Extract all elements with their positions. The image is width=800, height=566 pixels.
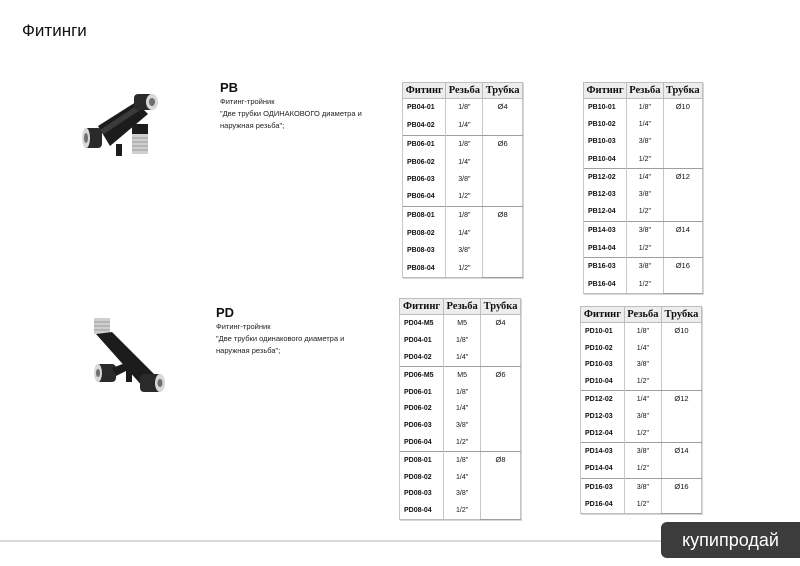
thread-size-cell: 3/8" [624,478,661,496]
table-row [581,391,702,409]
pd-spec-table-2 [580,306,702,514]
fitting-model-cell: PB14-03 [584,221,627,239]
pb-fitting-left-port [82,128,102,148]
thread-size-cell: 3/8" [624,443,661,461]
header-thread: Резьба [446,83,483,99]
table-row [403,135,523,153]
thread-size-cell: 3/8" [627,257,663,275]
thread-size-cell: M5 [444,315,481,333]
fitting-model-cell: PD08-01 [400,451,444,469]
thread-size-cell: M5 [444,366,481,384]
fitting-model-cell: PB10-01 [584,99,627,117]
fitting-model-cell: PB08-02 [403,225,446,242]
thread-size-cell: 3/8" [627,221,663,239]
thread-size-cell: 1/2" [624,373,661,391]
table-row [400,315,521,333]
tube-diameter-cell: Ø14 [661,443,701,478]
fitting-model-cell: PB06-03 [403,171,446,188]
fitting-model-cell: PD04-02 [400,349,444,367]
thread-size-cell: 1/8" [446,135,483,153]
fitting-model-cell: PD12-03 [581,409,625,426]
tube-diameter-cell: Ø16 [663,257,702,293]
fitting-model-cell: PD04-01 [400,332,444,348]
tube-diameter-cell: Ø6 [483,135,523,206]
tube-diameter-cell: Ø4 [481,315,521,367]
table-row [584,168,703,186]
table-row [581,478,702,496]
pd-desc-line-3: наружная резьба"; [216,346,281,355]
table-header-row [581,307,702,323]
thread-size-cell: 1/4" [446,225,483,242]
fitting-model-cell: PD08-03 [400,485,444,501]
pb-tee-fitting-image [78,88,178,168]
table-row [584,99,703,117]
fitting-model-cell: PD08-04 [400,502,444,520]
fitting-model-cell: PB08-01 [403,206,446,224]
tube-diameter-cell: Ø8 [483,206,523,277]
tube-diameter-cell: Ø10 [663,99,702,169]
thread-size-cell: 3/8" [627,133,663,150]
tube-diameter-cell: Ø12 [661,391,701,443]
tube-diameter-cell: Ø16 [661,478,701,513]
fitting-model-cell: PB16-03 [584,257,627,275]
table-row [403,206,523,224]
tube-diameter-cell: Ø10 [661,323,701,391]
thread-size-cell: 1/8" [627,99,663,117]
table-header-row [403,83,523,99]
pd-spec-table-1 [399,298,521,520]
fitting-model-cell: PD06-M5 [400,366,444,384]
thread-size-cell: 3/8" [446,242,483,259]
thread-size-cell: 3/8" [627,186,663,203]
header-fitting: Фитинг [581,307,625,323]
fitting-model-cell: PB14-04 [584,239,627,257]
fitting-model-cell: PB08-04 [403,259,446,278]
fitting-model-cell: PD06-01 [400,384,444,400]
fitting-model-cell: PD12-04 [581,425,625,443]
header-tube: Трубка [481,299,521,315]
thread-size-cell: 1/4" [444,469,481,485]
header-tube: Трубка [483,83,523,99]
thread-size-cell: 1/4" [624,340,661,357]
pb-desc-line-3: наружная резьба"; [220,121,285,130]
header-thread: Резьба [624,307,661,323]
fitting-model-cell: PD10-02 [581,340,625,357]
pb-fitting-thread [132,124,148,154]
thread-size-cell: 3/8" [624,409,661,426]
thread-size-cell: 1/2" [624,425,661,443]
pb-series-code: PB [220,80,239,95]
fitting-model-cell: PB12-04 [584,203,627,221]
pd-fitting-right-port [140,374,165,392]
thread-size-cell: 1/2" [444,502,481,520]
thread-size-cell: 1/8" [444,384,481,400]
thread-size-cell: 1/8" [444,451,481,469]
fitting-model-cell: PB04-01 [403,99,446,117]
thread-size-cell: 1/2" [627,150,663,168]
fitting-model-cell: PB06-01 [403,135,446,153]
thread-size-cell: 1/2" [446,188,483,206]
fitting-model-cell: PD08-02 [400,469,444,485]
header-tube: Трубка [661,307,701,323]
header-fitting: Фитинг [400,299,444,315]
thread-size-cell: 1/4" [446,117,483,135]
tube-diameter-cell: Ø4 [483,99,523,136]
thread-size-cell: 1/4" [444,349,481,367]
table-row [581,323,702,341]
tube-diameter-cell: Ø14 [663,221,702,257]
fitting-model-cell: PD14-04 [581,460,625,478]
fitting-model-cell: PB10-02 [584,117,627,134]
thread-size-cell: 3/8" [624,357,661,374]
thread-size-cell: 1/2" [627,203,663,221]
thread-size-cell: 1/2" [446,259,483,278]
thread-size-cell: 1/2" [627,275,663,293]
watermark-badge: купипродай [661,522,800,558]
fitting-model-cell: PD04-M5 [400,315,444,333]
fitting-model-cell: PB10-03 [584,133,627,150]
header-tube: Трубка [663,83,702,99]
fitting-model-cell: PD10-03 [581,357,625,374]
pd-desc-line-1: Фитинг-тройник [216,322,271,331]
fitting-model-cell: PB12-03 [584,186,627,203]
fitting-model-cell: PD06-03 [400,417,444,433]
thread-size-cell: 1/8" [446,99,483,117]
pb-desc-line-1: Фитинг-тройник [220,97,275,106]
pd-series-code: PD [216,305,235,320]
header-fitting: Фитинг [584,83,627,99]
thread-size-cell: 1/2" [444,433,481,451]
fitting-model-cell: PD16-04 [581,496,625,514]
table-row [403,99,523,117]
fitting-model-cell: PD06-04 [400,433,444,451]
table-row [584,257,703,275]
thread-size-cell: 1/4" [446,154,483,171]
pb-spec-table-2 [583,82,703,294]
fitting-model-cell: PB06-04 [403,188,446,206]
page-title: Фитинги [22,21,87,40]
fitting-model-cell: PB10-04 [584,150,627,168]
thread-size-cell: 3/8" [446,171,483,188]
thread-size-cell: 1/4" [627,117,663,134]
fitting-model-cell: PD10-04 [581,373,625,391]
pb-series-description [220,96,395,132]
table-header-row [400,299,521,315]
fitting-model-cell: PB12-02 [584,168,627,186]
header-thread: Резьба [627,83,663,99]
thread-size-cell: 1/8" [446,206,483,224]
thread-size-cell: 1/2" [627,239,663,257]
pb-fitting-right-port [134,94,158,110]
fitting-model-cell: PD16-03 [581,478,625,496]
thread-size-cell: 1/4" [627,168,663,186]
fitting-model-cell: PB04-02 [403,117,446,135]
table-row [400,366,521,384]
pb-desc-line-2: "Две трубки ОДИНАКОВОГО диаметра и [220,109,362,118]
table-row [400,451,521,469]
tube-diameter-cell: Ø6 [481,366,521,451]
fitting-model-cell: PB16-04 [584,275,627,293]
fitting-model-cell: PB06-02 [403,154,446,171]
header-fitting: Фитинг [403,83,446,99]
thread-size-cell: 1/4" [444,400,481,416]
tube-diameter-cell: Ø12 [663,168,702,221]
fitting-model-cell: PB08-03 [403,242,446,259]
header-thread: Резьба [444,299,481,315]
thread-size-cell: 3/8" [444,485,481,501]
thread-size-cell: 3/8" [444,417,481,433]
table-header-row [584,83,703,99]
thread-size-cell: 1/2" [624,496,661,514]
pd-series-description [216,321,391,357]
pb-spec-table-1 [402,82,523,278]
fitting-model-cell: PD14-03 [581,443,625,461]
thread-size-cell: 1/8" [624,323,661,341]
table-row [584,221,703,239]
fitting-model-cell: PD12-02 [581,391,625,409]
thread-size-cell: 1/4" [624,391,661,409]
pd-fitting-thread [94,318,110,334]
pd-tee-fitting-image [88,312,173,402]
tube-diameter-cell: Ø8 [481,451,521,519]
fitting-model-cell: PD10-01 [581,323,625,341]
pd-desc-line-2: "Две трубки одинакового диаметра и [216,334,345,343]
thread-size-cell: 1/2" [624,460,661,478]
pd-fitting-left-port [94,364,116,382]
thread-size-cell: 1/8" [444,332,481,348]
fitting-model-cell: PD06-02 [400,400,444,416]
table-row [581,443,702,461]
